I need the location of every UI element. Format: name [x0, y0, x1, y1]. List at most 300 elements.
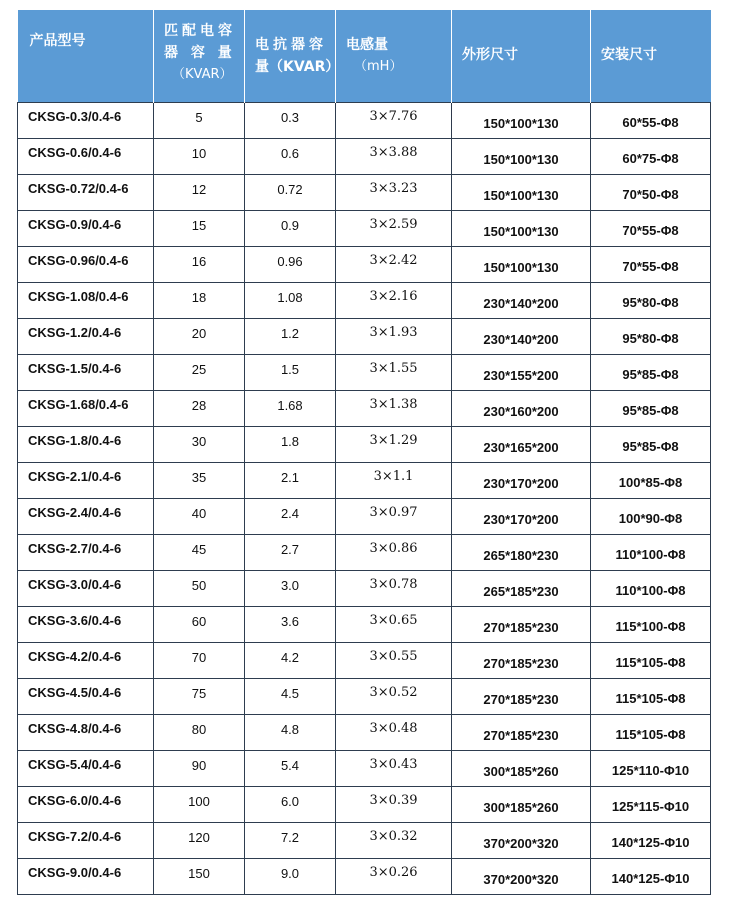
capacitor-capacity-cell-text: 16: [191, 254, 207, 269]
mounting-cell: [591, 679, 711, 715]
mounting-cell: [591, 139, 711, 175]
capacitor-capacity-cell: [154, 139, 245, 175]
table-row: [18, 175, 711, 211]
reactor-capacity-cell: [245, 283, 336, 319]
header-reactor: [245, 10, 340, 103]
dimensions-cell-text: 150*100*130: [483, 152, 559, 167]
model-cell-text: CKSG-3.0/0.4-6: [28, 577, 122, 592]
inductance-cell: [336, 103, 452, 139]
capacitor-capacity-cell: [154, 103, 245, 139]
inductance-cell: [336, 679, 452, 715]
mounting-cell: [591, 283, 711, 319]
capacitor-capacity-cell: [154, 859, 245, 895]
inductance-cell-text: 3×0.26: [369, 865, 418, 880]
capacitor-capacity-cell-text: 100: [188, 794, 210, 809]
capacitor-capacity-cell: [154, 247, 245, 283]
model-cell-text: CKSG-3.6/0.4-6: [28, 613, 122, 628]
header-inductance: [336, 10, 452, 103]
dimensions-cell-text: 230*160*200: [483, 404, 559, 419]
capacitor-capacity-cell-text: 30: [191, 434, 207, 449]
model-cell: [18, 463, 154, 499]
inductance-cell: [336, 355, 452, 391]
inductance-cell-text: 3×2.59: [369, 217, 418, 232]
dimensions-cell: [452, 283, 591, 319]
inductance-cell: [336, 715, 452, 751]
model-cell: [18, 175, 154, 211]
inductance-cell: [336, 283, 452, 319]
reactor-capacity-cell-text: 0.96: [277, 254, 303, 269]
reactor-capacity-cell-text: 1.5: [280, 362, 300, 377]
dimensions-cell: [452, 211, 591, 247]
inductance-cell-text: 3×1.93: [369, 325, 418, 340]
mounting-cell: [591, 859, 711, 895]
reactor-capacity-cell-text: 9.0: [280, 866, 300, 881]
inductance-cell-text: 3×0.86: [369, 541, 418, 556]
header-capacitor-line2: 器 容 量: [164, 45, 236, 61]
spec-table: [17, 10, 711, 895]
capacitor-capacity-cell: [154, 355, 245, 391]
table-row: [18, 679, 711, 715]
capacitor-capacity-cell: [154, 571, 245, 607]
dimensions-cell-text: 270*185*230: [483, 620, 559, 635]
table-row: [18, 391, 711, 427]
inductance-cell: [336, 427, 452, 463]
capacitor-capacity-cell-text: 45: [191, 542, 207, 557]
mounting-cell: [591, 463, 711, 499]
capacitor-capacity-cell: [154, 499, 245, 535]
model-cell-text: CKSG-4.2/0.4-6: [28, 649, 122, 664]
mounting-cell-text: 95*80-Φ8: [622, 331, 679, 346]
inductance-cell: [336, 859, 452, 895]
model-cell-text: CKSG-6.0/0.4-6: [28, 793, 122, 808]
reactor-capacity-cell: [245, 355, 336, 391]
table-row: [18, 643, 711, 679]
mounting-cell-text: 95*85-Φ8: [622, 403, 679, 418]
table-row: [18, 463, 711, 499]
mounting-cell-text: 140*125-Φ10: [611, 835, 690, 850]
capacitor-capacity-cell-text: 120: [188, 830, 210, 845]
capacitor-capacity-cell: [154, 211, 245, 247]
table-row: [18, 535, 711, 571]
capacitor-capacity-cell-text: 12: [191, 182, 207, 197]
inductance-cell-text: 3×0.32: [369, 829, 418, 844]
header-capacitor-line1: 匹配电容: [164, 23, 236, 39]
capacitor-capacity-cell-text: 5: [195, 110, 203, 125]
mounting-cell-text: 115*105-Φ8: [615, 727, 686, 742]
reactor-capacity-cell: [245, 499, 336, 535]
mounting-cell: [591, 535, 711, 571]
dimensions-cell: [452, 679, 591, 715]
dimensions-cell-text: 230*140*200: [483, 296, 559, 311]
inductance-cell-text: 3×1.29: [369, 433, 418, 448]
dimensions-cell: [452, 103, 591, 139]
model-cell: [18, 715, 154, 751]
capacitor-capacity-cell-text: 28: [191, 398, 207, 413]
mounting-cell: [591, 103, 711, 139]
reactor-capacity-cell-text: 1.8: [280, 434, 300, 449]
capacitor-capacity-cell-text: 18: [191, 290, 207, 305]
reactor-capacity-cell: [245, 319, 336, 355]
mounting-cell-text: 100*90-Φ8: [618, 511, 683, 526]
mounting-cell-text: 60*55-Φ8: [622, 115, 679, 130]
inductance-cell-text: 3×1.38: [369, 397, 418, 412]
model-cell: [18, 427, 154, 463]
capacitor-capacity-cell-text: 35: [191, 470, 207, 485]
capacitor-capacity-cell: [154, 535, 245, 571]
model-cell-text: CKSG-4.8/0.4-6: [28, 721, 122, 736]
reactor-capacity-cell-text: 0.72: [277, 182, 303, 197]
mounting-cell-text: 110*100-Φ8: [615, 583, 686, 598]
reactor-capacity-cell-text: 3.6: [280, 614, 300, 629]
reactor-capacity-cell-text: 1.2: [280, 326, 300, 341]
dimensions-cell-text: 230*170*200: [483, 476, 559, 491]
model-cell: [18, 211, 154, 247]
dimensions-cell-text: 150*100*130: [483, 224, 559, 239]
dimensions-cell-text: 265*180*230: [483, 548, 559, 563]
reactor-capacity-cell: [245, 535, 336, 571]
reactor-capacity-cell: [245, 643, 336, 679]
mounting-cell: [591, 643, 711, 679]
inductance-cell-text: 3×0.48: [369, 721, 418, 736]
model-cell: [18, 247, 154, 283]
model-cell-text: CKSG-0.6/0.4-6: [28, 145, 122, 160]
mounting-cell-text: 60*75-Φ8: [622, 151, 679, 166]
model-cell-text: CKSG-2.1/0.4-6: [28, 469, 122, 484]
mounting-cell: [591, 715, 711, 751]
dimensions-cell-text: 230*165*200: [483, 440, 559, 455]
model-cell: [18, 283, 154, 319]
dimensions-cell: [452, 139, 591, 175]
table-row: [18, 283, 711, 319]
mounting-cell: [591, 787, 711, 823]
mounting-cell: [591, 427, 711, 463]
table-row: [18, 859, 711, 895]
reactor-capacity-cell-text: 0.9: [280, 218, 300, 233]
table-row: [18, 571, 711, 607]
capacitor-capacity-cell-text: 25: [191, 362, 207, 377]
mounting-cell-text: 125*110-Φ10: [611, 763, 690, 778]
table-row: [18, 139, 711, 175]
capacitor-capacity-cell: [154, 823, 245, 859]
capacitor-capacity-cell: [154, 787, 245, 823]
inductance-cell-text: 3×0.39: [369, 793, 418, 808]
model-cell-text: CKSG-1.68/0.4-6: [28, 397, 129, 412]
capacitor-capacity-cell-text: 90: [191, 758, 207, 773]
mounting-cell: [591, 175, 711, 211]
header-capacitor: [154, 10, 245, 103]
capacitor-capacity-cell-text: 75: [191, 686, 207, 701]
inductance-cell-text: 3×3.23: [369, 181, 418, 196]
inductance-cell: [336, 175, 452, 211]
dimensions-cell: [452, 715, 591, 751]
inductance-cell-text: 3×2.42: [369, 253, 418, 268]
reactor-capacity-cell: [245, 607, 336, 643]
mounting-cell-text: 95*80-Φ8: [622, 295, 679, 310]
header-mounting-label: 安装尺寸: [601, 47, 657, 63]
mounting-cell: [591, 319, 711, 355]
header-dimensions-label: 外形尺寸: [462, 47, 518, 63]
header-dimensions: [452, 10, 591, 103]
reactor-capacity-cell: [245, 571, 336, 607]
table-row: [18, 247, 711, 283]
dimensions-cell: [452, 751, 591, 787]
dimensions-cell: [452, 787, 591, 823]
inductance-cell-text: 3×0.52: [369, 685, 418, 700]
dimensions-cell-text: 150*100*130: [483, 188, 559, 203]
model-cell: [18, 571, 154, 607]
table-row: [18, 499, 711, 535]
inductance-cell: [336, 787, 452, 823]
reactor-capacity-cell-text: 3.0: [280, 578, 300, 593]
dimensions-cell-text: 230*155*200: [483, 368, 559, 383]
dimensions-cell-text: 270*185*230: [483, 692, 559, 707]
model-cell-text: CKSG-2.4/0.4-6: [28, 505, 122, 520]
capacitor-capacity-cell: [154, 175, 245, 211]
model-cell-text: CKSG-2.7/0.4-6: [28, 541, 122, 556]
dimensions-cell: [452, 175, 591, 211]
inductance-cell-text: 3×0.97: [369, 505, 418, 520]
reactor-capacity-cell: [245, 463, 336, 499]
dimensions-cell: [452, 535, 591, 571]
inductance-cell-text: 3×1.1: [373, 469, 414, 484]
mounting-cell-text: 115*105-Φ8: [615, 655, 686, 670]
capacitor-capacity-cell-text: 10: [191, 146, 207, 161]
model-cell-text: CKSG-5.4/0.4-6: [28, 757, 122, 772]
dimensions-cell: [452, 607, 591, 643]
model-cell: [18, 355, 154, 391]
capacitor-capacity-cell: [154, 715, 245, 751]
model-cell-text: CKSG-1.2/0.4-6: [28, 325, 122, 340]
dimensions-cell-text: 230*140*200: [483, 332, 559, 347]
reactor-capacity-cell-text: 1.68: [277, 398, 303, 413]
model-cell: [18, 535, 154, 571]
table-row: [18, 787, 711, 823]
capacitor-capacity-cell: [154, 427, 245, 463]
capacitor-capacity-cell: [154, 463, 245, 499]
model-cell: [18, 499, 154, 535]
reactor-capacity-cell-text: 1.08: [277, 290, 303, 305]
header-inductance-label: 电感量: [346, 37, 388, 53]
model-cell-text: CKSG-1.08/0.4-6: [28, 289, 129, 304]
model-cell-text: CKSG-0.3/0.4-6: [28, 109, 122, 124]
reactor-capacity-cell: [245, 391, 336, 427]
capacitor-capacity-cell: [154, 607, 245, 643]
reactor-capacity-cell-text: 2.1: [280, 470, 300, 485]
inductance-cell: [336, 571, 452, 607]
header-mounting: [591, 10, 711, 103]
reactor-capacity-cell-text: 0.6: [280, 146, 300, 161]
dimensions-cell-text: 230*170*200: [483, 512, 559, 527]
reactor-capacity-cell: [245, 823, 336, 859]
capacitor-capacity-cell: [154, 391, 245, 427]
reactor-capacity-cell-text: 0.3: [280, 110, 300, 125]
dimensions-cell: [452, 859, 591, 895]
table-row: [18, 211, 711, 247]
reactor-capacity-cell: [245, 859, 336, 895]
mounting-cell-text: 115*105-Φ8: [615, 691, 686, 706]
capacitor-capacity-cell-text: 40: [191, 506, 207, 521]
dimensions-cell: [452, 823, 591, 859]
inductance-cell: [336, 643, 452, 679]
model-cell: [18, 643, 154, 679]
model-cell: [18, 139, 154, 175]
inductance-cell-text: 3×1.55: [369, 361, 418, 376]
table-header: [18, 10, 711, 103]
dimensions-cell-text: 270*185*230: [483, 656, 559, 671]
mounting-cell-text: 70*55-Φ8: [622, 259, 679, 274]
header-capacitor-unit: （KVAR）: [172, 67, 233, 82]
dimensions-cell: [452, 499, 591, 535]
model-cell: [18, 319, 154, 355]
table-row: [18, 751, 711, 787]
dimensions-cell: [452, 355, 591, 391]
mounting-cell-text: 125*115-Φ10: [611, 799, 690, 814]
inductance-cell-text: 3×0.78: [369, 577, 418, 592]
mounting-cell-text: 110*100-Φ8: [615, 547, 686, 562]
model-cell-text: CKSG-9.0/0.4-6: [28, 865, 122, 880]
reactor-capacity-cell-text: 4.8: [280, 722, 300, 737]
table-row: [18, 607, 711, 643]
dimensions-cell-text: 370*200*320: [483, 872, 559, 887]
table-row: [18, 103, 711, 139]
mounting-cell: [591, 607, 711, 643]
reactor-capacity-cell-text: 6.0: [280, 794, 300, 809]
inductance-cell: [336, 499, 452, 535]
table-row: [18, 715, 711, 751]
model-cell: [18, 787, 154, 823]
inductance-cell: [336, 463, 452, 499]
mounting-cell-text: 100*85-Φ8: [618, 475, 683, 490]
dimensions-cell-text: 150*100*130: [483, 260, 559, 275]
dimensions-cell: [452, 247, 591, 283]
dimensions-cell-text: 300*185*260: [483, 800, 559, 815]
model-cell: [18, 103, 154, 139]
capacitor-capacity-cell: [154, 283, 245, 319]
model-cell: [18, 823, 154, 859]
header-model: [18, 10, 154, 103]
model-cell: [18, 607, 154, 643]
inductance-cell-text: 3×0.65: [369, 613, 418, 628]
header-row: [18, 10, 711, 103]
header-reactor-line1: 电抗器容: [255, 37, 327, 53]
mounting-cell: [591, 211, 711, 247]
inductance-cell: [336, 247, 452, 283]
capacitor-capacity-cell-text: 150: [188, 866, 210, 881]
mounting-cell-text: 70*55-Φ8: [622, 223, 679, 238]
reactor-capacity-cell: [245, 211, 336, 247]
inductance-cell-text: 3×0.55: [369, 649, 418, 664]
reactor-capacity-cell-text: 2.4: [280, 506, 300, 521]
mounting-cell: [591, 355, 711, 391]
model-cell-text: CKSG-4.5/0.4-6: [28, 685, 122, 700]
mounting-cell: [591, 499, 711, 535]
model-cell: [18, 679, 154, 715]
dimensions-cell-text: 150*100*130: [483, 116, 559, 131]
capacitor-capacity-cell-text: 70: [191, 650, 207, 665]
reactor-capacity-cell-text: 4.5: [280, 686, 300, 701]
inductance-cell: [336, 391, 452, 427]
inductance-cell-text: 3×0.43: [369, 757, 418, 772]
dimensions-cell-text: 300*185*260: [483, 764, 559, 779]
reactor-capacity-cell: [245, 427, 336, 463]
dimensions-cell-text: 265*185*230: [483, 584, 559, 599]
inductance-cell-text: 3×3.88: [369, 145, 418, 160]
model-cell: [18, 391, 154, 427]
inductance-cell: [336, 535, 452, 571]
model-cell-text: CKSG-0.72/0.4-6: [28, 181, 129, 196]
model-cell-text: CKSG-1.5/0.4-6: [28, 361, 122, 376]
mounting-cell: [591, 247, 711, 283]
table-body: [18, 103, 711, 895]
mounting-cell: [591, 571, 711, 607]
reactor-capacity-cell-text: 4.2: [280, 650, 300, 665]
inductance-cell-text: 3×7.76: [369, 109, 418, 124]
capacitor-capacity-cell: [154, 643, 245, 679]
header-model-label: 产品型号: [29, 33, 86, 49]
mounting-cell-text: 95*85-Φ8: [622, 439, 679, 454]
capacitor-capacity-cell-text: 80: [191, 722, 207, 737]
dimensions-cell: [452, 391, 591, 427]
model-cell-text: CKSG-0.9/0.4-6: [28, 217, 122, 232]
model-cell: [18, 859, 154, 895]
capacitor-capacity-cell: [154, 751, 245, 787]
dimensions-cell: [452, 427, 591, 463]
model-cell: [18, 751, 154, 787]
inductance-cell: [336, 319, 452, 355]
dimensions-cell-text: 270*185*230: [483, 728, 559, 743]
inductance-cell-text: 3×2.16: [369, 289, 418, 304]
reactor-capacity-cell: [245, 751, 336, 787]
model-cell-text: CKSG-0.96/0.4-6: [28, 253, 129, 268]
reactor-capacity-cell-text: 5.4: [280, 758, 300, 773]
model-cell-text: CKSG-7.2/0.4-6: [28, 829, 122, 844]
table-row: [18, 355, 711, 391]
inductance-cell: [336, 139, 452, 175]
capacitor-capacity-cell-text: 15: [191, 218, 207, 233]
inductance-cell: [336, 823, 452, 859]
inductance-cell: [336, 211, 452, 247]
reactor-capacity-cell-text: 7.2: [280, 830, 300, 845]
reactor-capacity-cell: [245, 175, 336, 211]
dimensions-cell: [452, 319, 591, 355]
capacitor-capacity-cell: [154, 679, 245, 715]
dimensions-cell-text: 370*200*320: [483, 836, 559, 851]
reactor-capacity-cell: [245, 715, 336, 751]
inductance-cell: [336, 751, 452, 787]
mounting-cell-text: 70*50-Φ8: [622, 187, 679, 202]
reactor-capacity-cell: [245, 247, 336, 283]
capacitor-capacity-cell-text: 60: [191, 614, 207, 629]
reactor-capacity-cell: [245, 787, 336, 823]
dimensions-cell: [452, 571, 591, 607]
table-row: [18, 427, 711, 463]
capacitor-capacity-cell: [154, 319, 245, 355]
mounting-cell: [591, 823, 711, 859]
capacitor-capacity-cell-text: 50: [191, 578, 207, 593]
mounting-cell: [591, 391, 711, 427]
mounting-cell: [591, 751, 711, 787]
reactor-capacity-cell: [245, 103, 336, 139]
model-cell-text: CKSG-1.8/0.4-6: [28, 433, 122, 448]
table-row: [18, 823, 711, 859]
reactor-capacity-cell-text: 2.7: [280, 542, 300, 557]
dimensions-cell: [452, 643, 591, 679]
mounting-cell-text: 115*100-Φ8: [615, 619, 686, 634]
reactor-capacity-cell: [245, 139, 336, 175]
reactor-capacity-cell: [245, 679, 336, 715]
mounting-cell-text: 140*125-Φ10: [611, 871, 690, 886]
table-row: [18, 319, 711, 355]
